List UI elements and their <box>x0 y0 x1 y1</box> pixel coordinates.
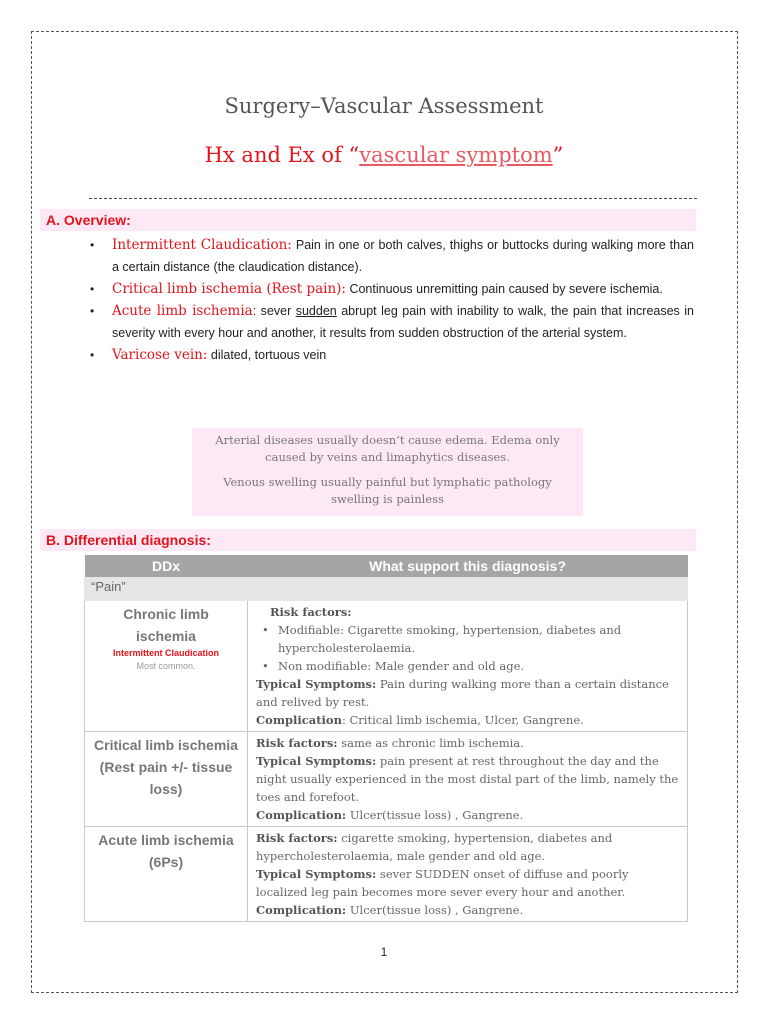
note-box <box>192 428 583 516</box>
complication-label: Complication <box>256 713 342 727</box>
dx-cell <box>85 827 248 922</box>
term: Critical limb ischemia (Rest pain): <box>112 281 346 297</box>
dx-cell <box>85 601 248 732</box>
list-item: • Modifiable: Cigarette smoking, hypertension, diabetes and hypercholesterolaemia. <box>270 621 679 657</box>
dx-name: Critical limb ischemia (Rest pain +/- tissue loss) <box>94 737 238 797</box>
complication-text: : Critical limb ischemia, Ulcer, Gangrene. <box>341 713 584 727</box>
underlined-word: sudden <box>295 304 337 318</box>
term: Acute limb ischemia <box>112 303 253 319</box>
complication-text: Ulcer(tissue loss) , Gangrene. <box>346 903 524 917</box>
document-title: Surgery–Vascular Assessment <box>224 94 544 118</box>
definition-continued: abrupt leg pain with inability to walk, the pain that increases in severity with every hour and another, it results from sudden obstruction of the arterial system. <box>112 304 694 340</box>
symptoms-label: Typical Symptoms: <box>256 754 377 768</box>
table-row <box>85 827 688 922</box>
title-divider <box>89 198 697 199</box>
note-paragraph: Arterial diseases usually doesn’t cause edema. Edema only caused by veins and limaphytics diseases. <box>215 433 560 464</box>
symptoms-text: pain present at rest throughout the day and the night usually experienced in the most distal part of the limb, namely the toes and forefoot. <box>256 754 679 804</box>
bullet-icon: • <box>90 348 95 362</box>
risk-label: Risk factors: <box>270 605 352 619</box>
group-label: “Pain” <box>85 578 688 601</box>
list-item <box>90 300 694 344</box>
ddx-table <box>84 555 688 922</box>
vascular-symptom-link[interactable]: vascular symptom <box>359 143 553 167</box>
symptoms-label: Typical Symptoms: <box>256 867 377 881</box>
list-item <box>90 344 694 366</box>
list-item <box>90 278 694 300</box>
risk-text: same as chronic limb ischemia. <box>337 736 524 750</box>
support-cell <box>248 827 688 922</box>
support-cell <box>248 601 688 732</box>
complication-text: Ulcer(tissue loss) , Gangrene. <box>346 808 524 822</box>
dx-note: Most common. <box>136 661 196 671</box>
subtitle-suffix: ” <box>552 143 564 167</box>
risk-text: cigarette smoking, hypertension, diabetes and hypercholesterolaemia, male gender and old age. <box>256 831 613 863</box>
dx-cell <box>85 732 248 827</box>
definition: Continuous unremitting pain caused by severe ischemia. <box>345 282 663 296</box>
symptoms-text: Pain during walking more than a certain distance and relived by rest. <box>256 677 669 709</box>
table-header-row <box>85 555 688 578</box>
table-row <box>85 601 688 732</box>
term: Varicose vein: <box>112 347 208 363</box>
dx-name: Acute limb ischemia (6Ps) <box>98 832 234 870</box>
bullet-icon: • <box>90 238 95 252</box>
table-group-row <box>85 578 688 601</box>
subtitle-prefix: Hx and Ex of “ <box>204 143 360 167</box>
overview-list <box>90 234 694 366</box>
term: Intermittent Claudication: <box>112 237 292 253</box>
list-item: • Non modifiable: Male gender and old age. <box>270 657 679 675</box>
support-cell <box>248 732 688 827</box>
risk-label: Risk factors: <box>256 736 338 750</box>
definition: : sever <box>252 304 296 318</box>
dx-name: Chronic limb ischemia <box>123 606 209 644</box>
column-header-ddx: DDx <box>85 555 248 578</box>
symptoms-label: Typical Symptoms: <box>256 677 377 691</box>
complication-label: Complication: <box>256 903 347 917</box>
note-paragraph: Venous swelling usually painful but lymphatic pathology swelling is painless <box>223 475 552 506</box>
document-subtitle <box>0 143 768 167</box>
bullet-icon: • <box>90 282 95 296</box>
symptoms-text: sever SUDDEN onset of diffuse and poorly localized leg pain becomes more sever every hour and another. <box>256 867 629 899</box>
complication-label: Complication: <box>256 808 347 822</box>
section-b-heading: B. Differential diagnosis: <box>40 529 696 551</box>
risk-list <box>256 621 679 675</box>
definition: dilated, tortuous vein <box>207 348 327 362</box>
dx-subtitle: Intermittent Claudication <box>112 648 219 658</box>
column-header-support: What support this diagnosis? <box>248 555 688 578</box>
table-row <box>85 732 688 827</box>
definition: Pain in one or both calves, thighs or buttocks during walking more than a certain distance (the claudication distance). <box>112 238 694 274</box>
risk-label: Risk factors: <box>256 831 338 845</box>
bullet-icon: • <box>90 304 95 318</box>
section-a-heading: A. Overview: <box>40 209 696 231</box>
list-item <box>90 234 694 278</box>
page-number: 1 <box>380 945 388 959</box>
